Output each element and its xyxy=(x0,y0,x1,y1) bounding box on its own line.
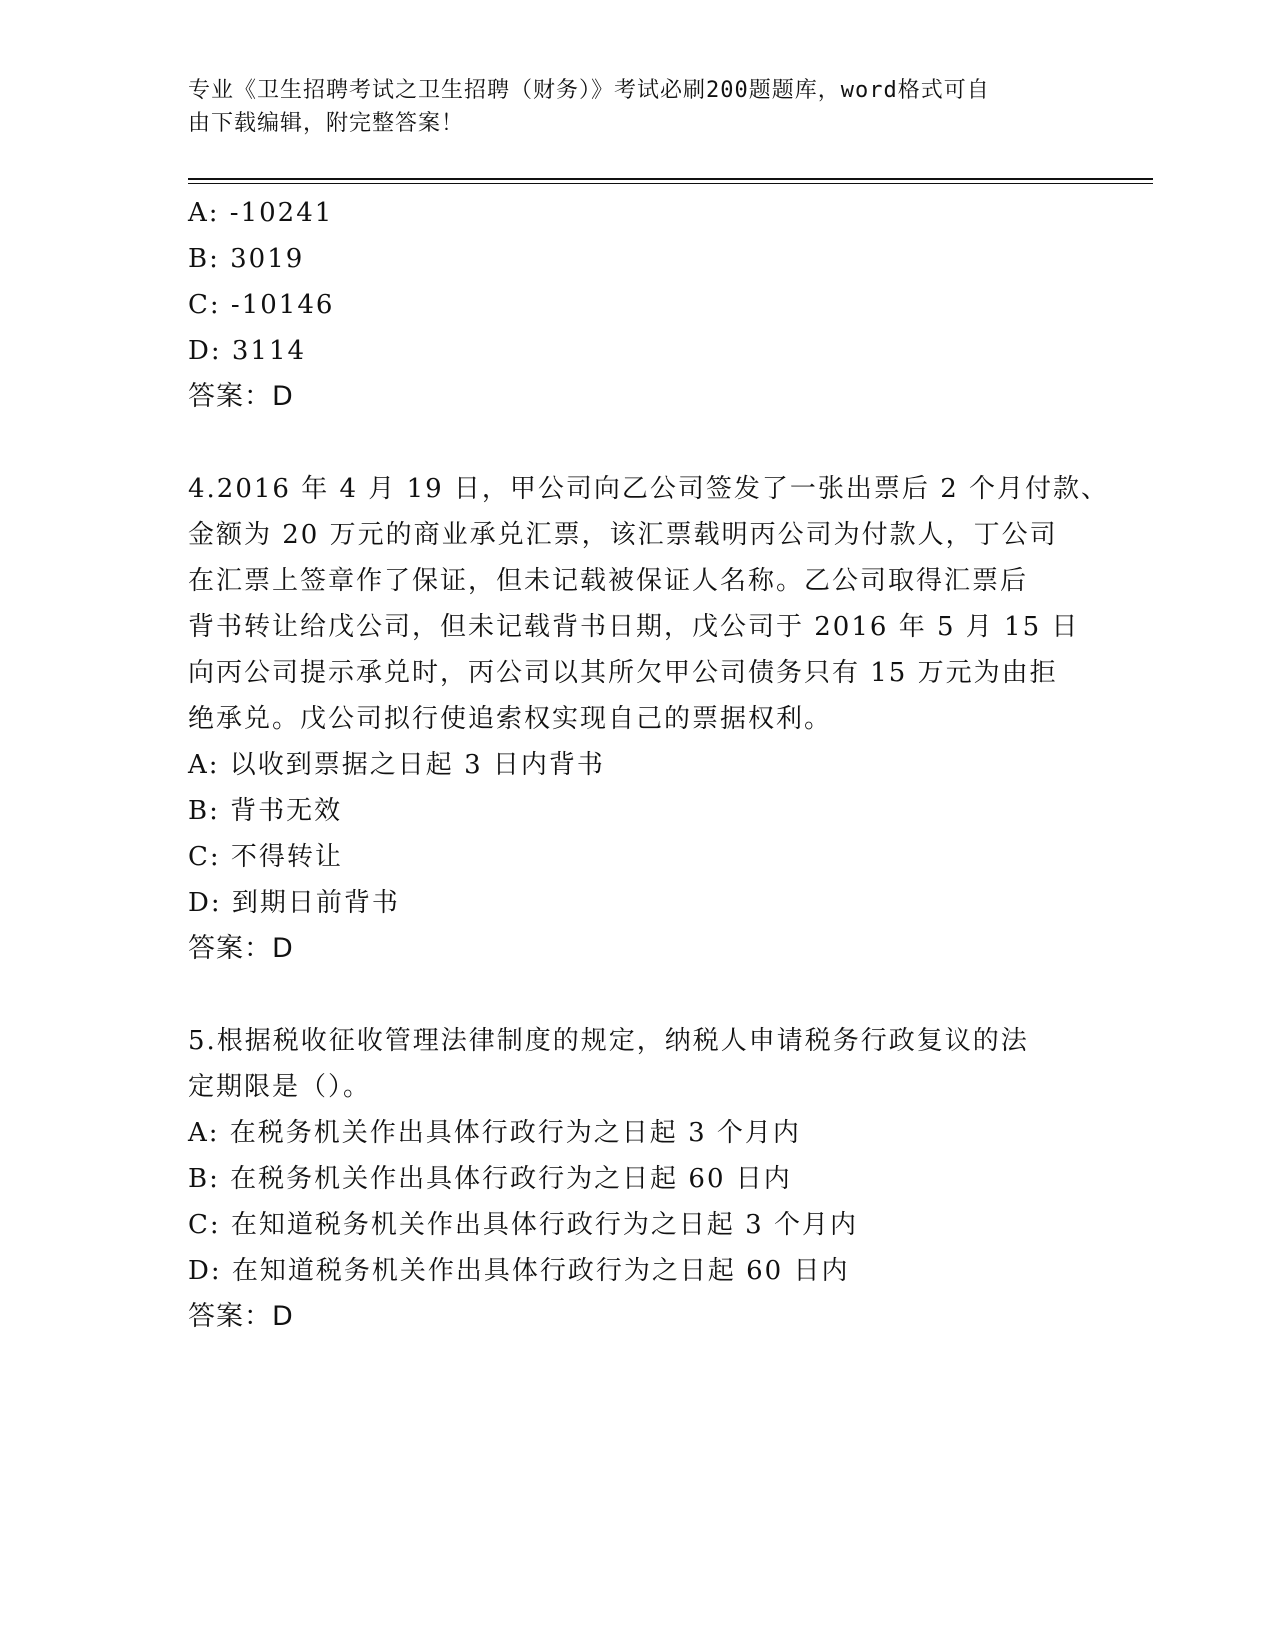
question-5-option-a: A: 在税务机关作出具体行政行为之日起 3 个月内 xyxy=(188,1118,801,1148)
spacer xyxy=(188,420,1088,466)
question-4-answer: 答案：D xyxy=(188,933,294,964)
question-4-option-c: C: 不得转让 xyxy=(188,842,343,872)
question-5-option-c: C: 在知道税务机关作出具体行政行为之日起 3 个月内 xyxy=(188,1210,858,1240)
question-4-option-d: D: 到期日前背书 xyxy=(188,888,400,918)
header-line-1: 专业《卫生招聘考试之卫生招聘（财务）》考试必刷200题题库，word格式可自 xyxy=(188,78,990,103)
question-5-option-d: D: 在知道税务机关作出具体行政行为之日起 60 日内 xyxy=(188,1256,850,1286)
question-5-option-b: B: 在税务机关作出具体行政行为之日起 60 日内 xyxy=(188,1164,792,1194)
question-5-answer: 答案：D xyxy=(188,1301,294,1332)
question-3-option-c: C: -10146 xyxy=(188,290,335,320)
question-3-option-b: B: 3019 xyxy=(188,244,305,274)
header-divider-thick xyxy=(188,178,1153,180)
question-4-option-a: A: 以收到票据之日起 3 日内背书 xyxy=(188,750,605,780)
question-3-option-d: D: 3114 xyxy=(188,336,307,366)
question-5-stem-line: 定期限是（）。 xyxy=(188,1072,372,1102)
question-3-option-a: A: -10241 xyxy=(188,198,334,228)
question-4-stem-line: 背书转让给戊公司，但未记载背书日期，戊公司于 2016 年 5 月 15 日 xyxy=(188,612,1080,642)
question-4-stem-line: 金额为 20 万元的商业承兑汇票，该汇票载明丙公司为付款人，丁公司 xyxy=(188,520,1058,550)
header-line-2: 由下载编辑，附完整答案！ xyxy=(188,111,465,136)
question-4-stem-line: 向丙公司提示承兑时，丙公司以其所欠甲公司债务只有 15 万元为由拒 xyxy=(188,658,1058,688)
question-3-answer: 答案：D xyxy=(188,381,294,412)
document-header xyxy=(188,74,1068,140)
spacer xyxy=(188,972,1088,1018)
header-divider-thin xyxy=(188,183,1153,184)
question-4-stem-line: 在汇票上签章作了保证，但未记载被保证人名称。乙公司取得汇票后 xyxy=(188,566,1029,596)
question-4-stem-line: 绝承兑。戊公司拟行使追索权实现自己的票据权利。 xyxy=(188,704,833,734)
question-4-stem-line: 4.2016 年 4 月 19 日，甲公司向乙公司签发了一张出票后 2 个月付款、 xyxy=(188,474,1109,504)
question-content xyxy=(188,190,1109,1340)
question-3 xyxy=(188,190,1088,420)
question-5-stem-line: 5.根据税收征收管理法律制度的规定，纳税人申请税务行政复议的法 xyxy=(188,1026,1029,1056)
question-4 xyxy=(188,466,1109,972)
question-4-option-b: B: 背书无效 xyxy=(188,796,343,826)
question-5 xyxy=(188,1018,1088,1340)
